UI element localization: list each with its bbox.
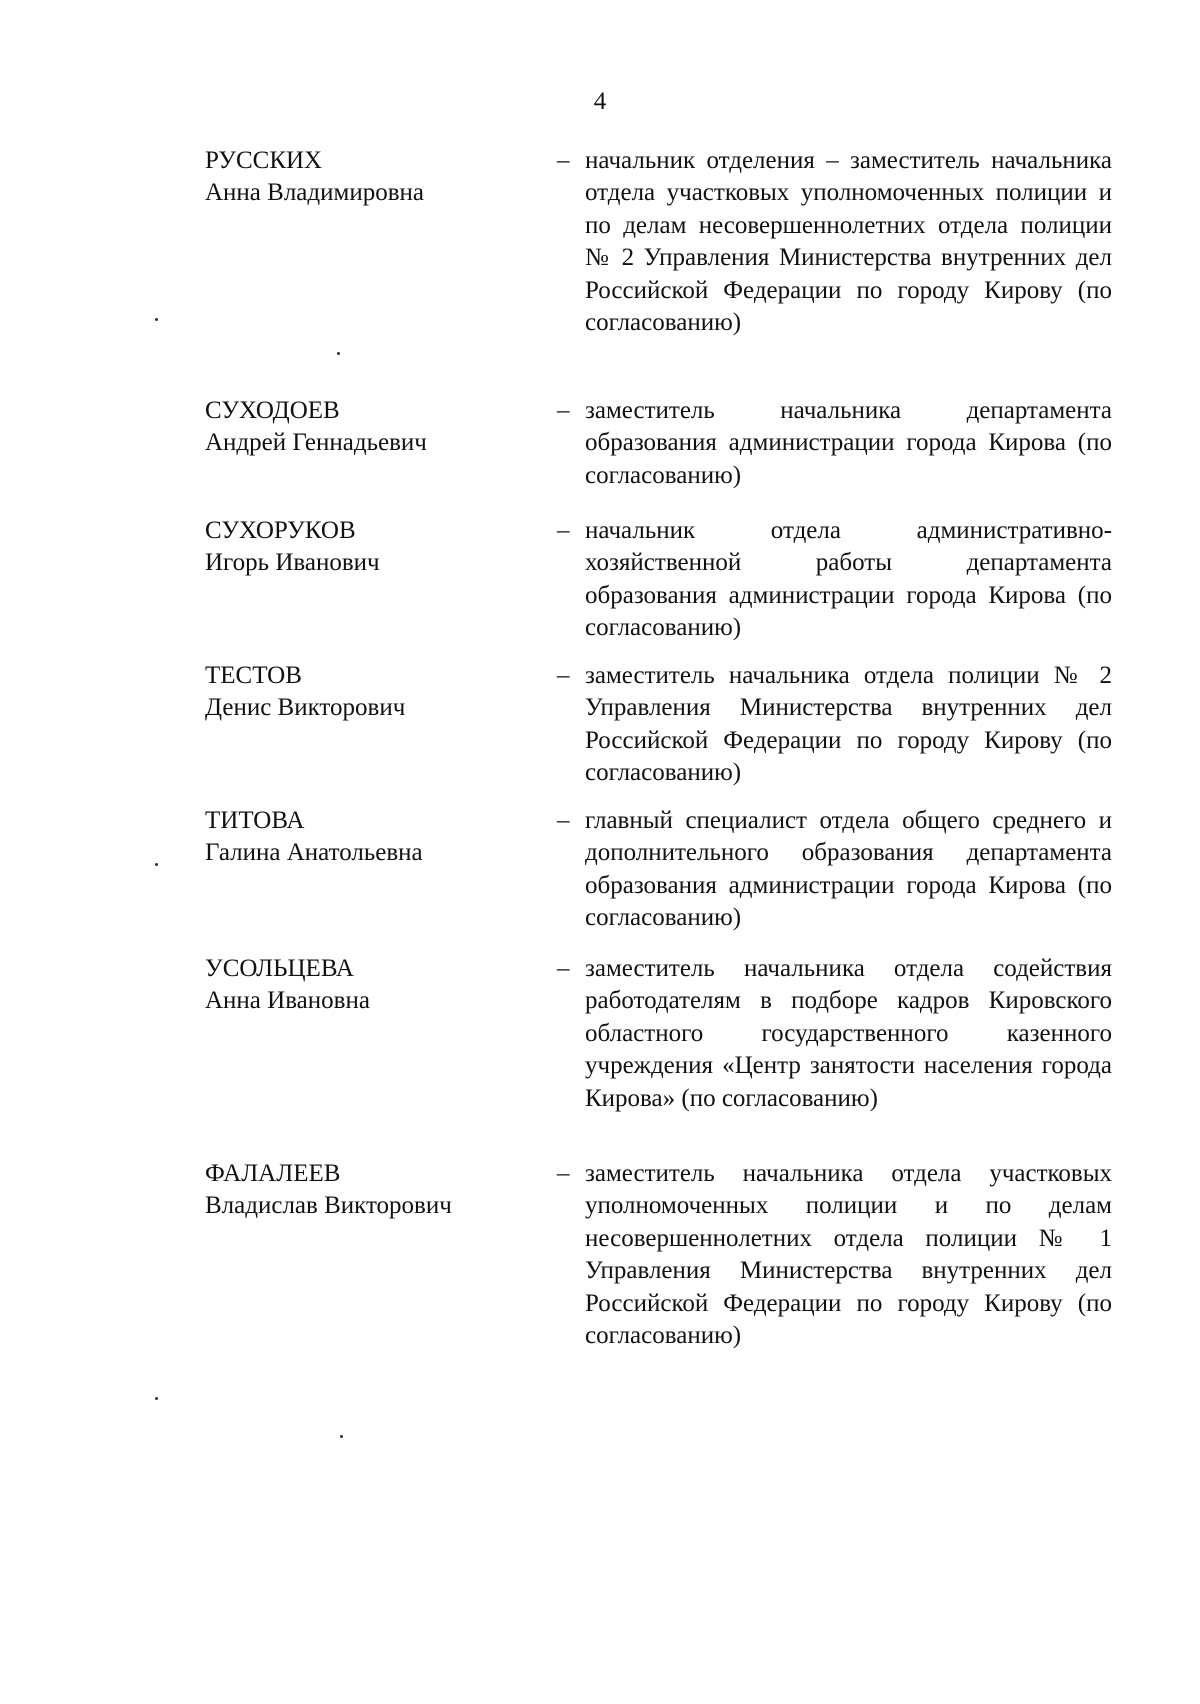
member-given-names: Владислав Викторович — [205, 1192, 452, 1219]
scan-speck — [155, 318, 158, 321]
member-surname: ТИТОВА — [205, 807, 305, 834]
member-role: заместитель начальника отдела участковых уполномоченных полиции и по делам несовершеннолетних отдела полиции № 1 Управления Министерства внутренних дел Российской Федерации по городу Кирову (по согласованию) — [585, 1160, 1112, 1350]
scan-speck — [340, 1435, 343, 1438]
member-given-names: Галина Анатольевна — [205, 839, 423, 866]
member-given-names: Игорь Иванович — [205, 549, 380, 576]
member-surname: ФАЛАЛЕЕВ — [205, 1160, 341, 1187]
entry-dash: – — [557, 1160, 570, 1187]
scan-speck — [155, 1397, 158, 1400]
member-role: заместитель начальника департамента образования администрации города Кирова (по согласованию) — [585, 397, 1112, 489]
entry-dash: – — [557, 397, 570, 424]
member-role: начальник отделения – заместитель начальника отдела участковых уполномоченных полиции и по делам несовершеннолетних отдела полиции № 2 Управления Министерства внутренних дел Российской Федерации по городу Кирову (по согласованию) — [585, 147, 1112, 337]
scan-speck — [155, 863, 158, 866]
member-surname: УСОЛЬЦЕВА — [205, 955, 354, 982]
entry-dash: – — [557, 807, 570, 834]
scan-speck — [337, 352, 340, 355]
member-name — [205, 515, 525, 579]
entry-dash: – — [557, 955, 570, 982]
member-role: заместитель начальника отдела полиции № 2 Управления Министерства внутренних дел Российской Федерации по городу Кирову (по согласованию) — [585, 662, 1112, 787]
member-role: заместитель начальника отдела содействия работодателям в подборе кадров Кировского областного государственного казенного учреждения «Центр занятости населения города Кирова» (по согласованию) — [585, 955, 1112, 1112]
member-given-names: Анна Ивановна — [205, 987, 370, 1014]
member-surname: СУХОДОЕВ — [205, 397, 340, 424]
entry-dash: – — [557, 517, 570, 544]
member-surname: РУССКИХ — [205, 147, 323, 174]
member-name — [205, 395, 525, 459]
member-given-names: Анна Владимировна — [205, 179, 424, 206]
member-given-names: Андрей Геннадьевич — [205, 429, 427, 456]
member-given-names: Денис Викторович — [205, 694, 406, 721]
member-surname: ТЕСТОВ — [205, 662, 302, 689]
member-role: начальник отдела административно-хозяйственной работы департамента образования администрации города Кирова (по согласованию) — [585, 517, 1112, 642]
entry-dash: – — [557, 662, 570, 689]
member-name — [205, 1158, 525, 1222]
member-name — [205, 660, 525, 724]
page-number: 4 — [593, 88, 607, 115]
entry-dash: – — [557, 147, 570, 174]
member-role: главный специалист отдела общего среднего и дополнительного образования департамента образования администрации города Кирова (по согласованию) — [585, 807, 1112, 932]
member-name — [205, 805, 525, 869]
member-name — [205, 953, 525, 1017]
member-name — [205, 145, 525, 209]
member-surname: СУХОРУКОВ — [205, 517, 356, 544]
